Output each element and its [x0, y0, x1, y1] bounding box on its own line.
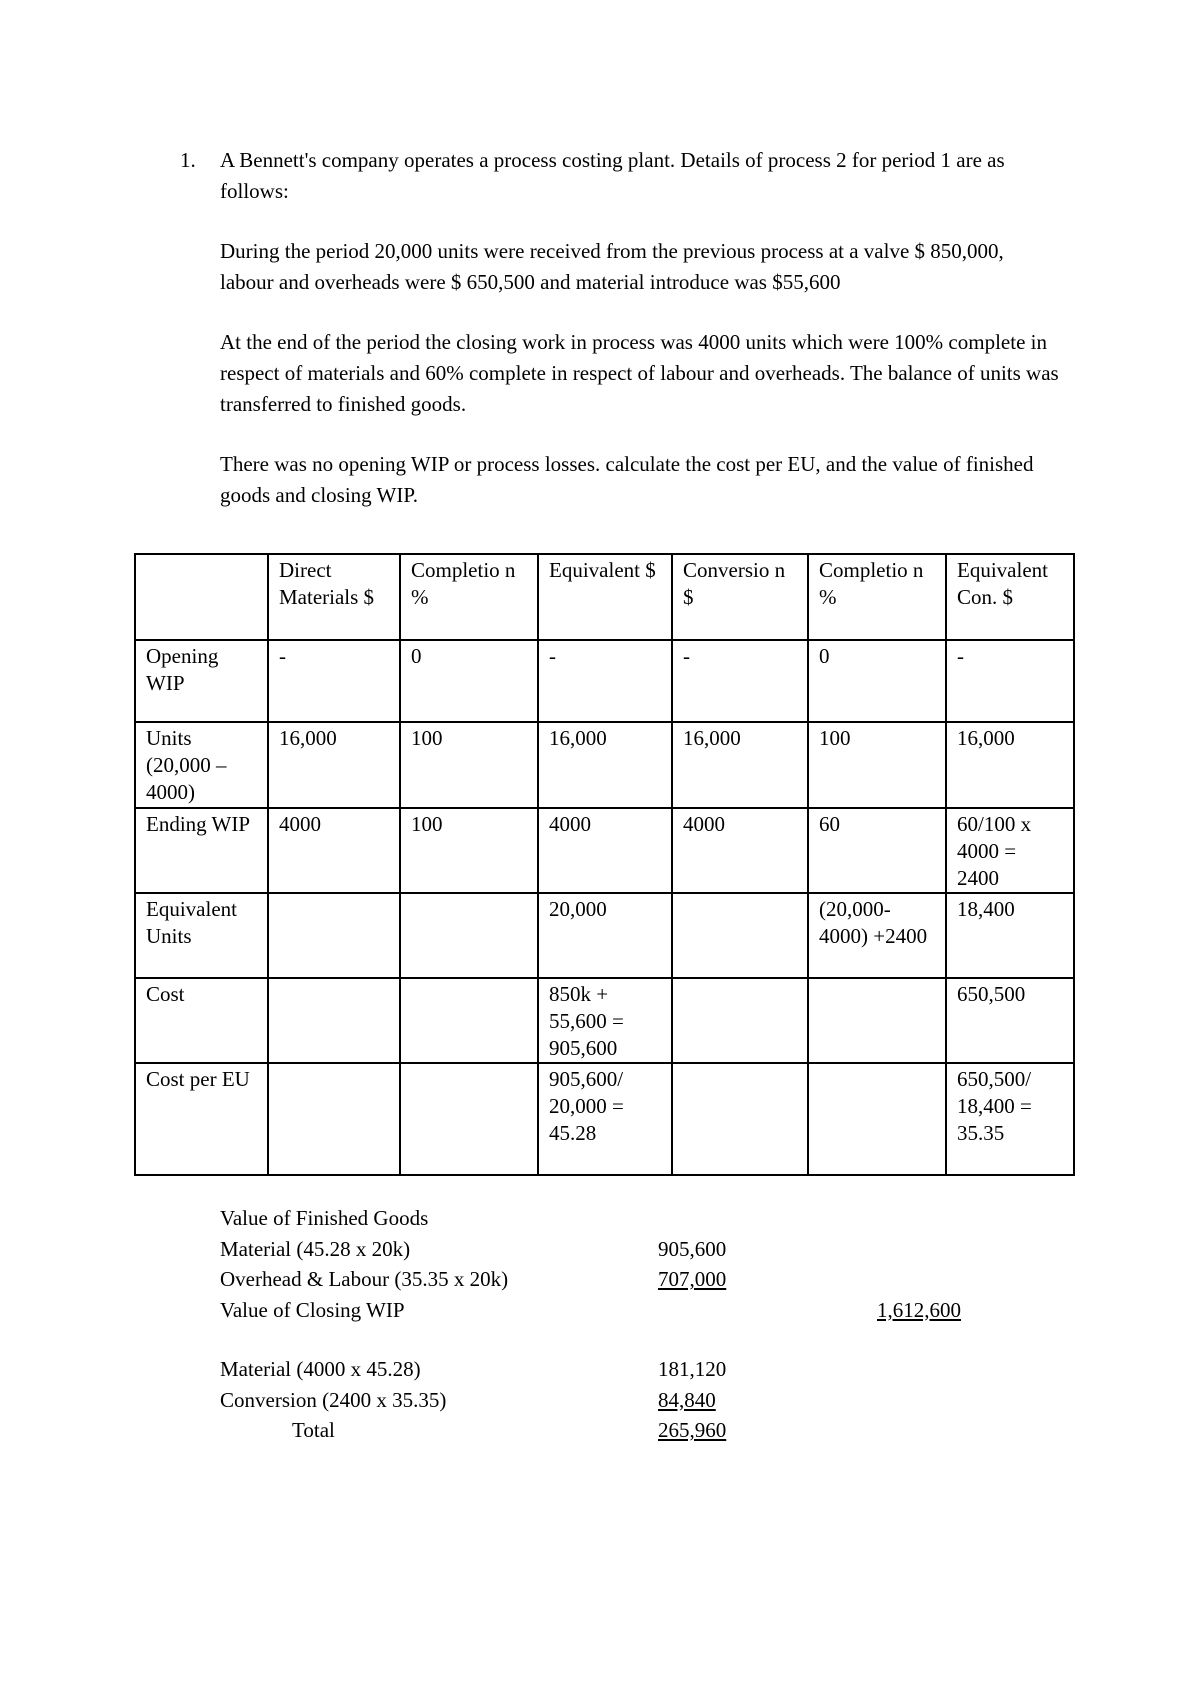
table-row	[135, 893, 1074, 978]
table-header-row	[135, 554, 1074, 640]
table-cell: 100	[400, 722, 538, 808]
table-cell	[672, 893, 808, 978]
table-cell: 60/100 x 4000 = 2400	[946, 808, 1074, 893]
table-header-cell: Direct Materials $	[268, 554, 400, 640]
table-cell: 4000	[268, 808, 400, 893]
question-body	[220, 145, 1060, 540]
table-cell	[268, 978, 400, 1063]
total-label: Total	[292, 1418, 335, 1442]
wip-material-value: 181,120	[658, 1357, 727, 1381]
table-row	[135, 978, 1074, 1063]
question-task: There was no opening WIP or process losses. calculate the cost per EU, and the value of finished goods and closing WIP.	[220, 452, 1034, 507]
table-cell: Opening WIP	[135, 640, 268, 722]
table-cell	[672, 1063, 808, 1175]
equivalent-units-table	[134, 553, 1075, 1176]
summary-row	[220, 1203, 1020, 1234]
table-cell: 16,000	[672, 722, 808, 808]
conversion-label: Conversion (2400 x 35.35)	[220, 1387, 447, 1412]
table-cell	[268, 893, 400, 978]
table-cell	[808, 1063, 946, 1175]
table-cell: -	[946, 640, 1074, 722]
table-cell: 100	[400, 808, 538, 893]
question-number: 1.	[180, 148, 196, 172]
table-cell: 18,400	[946, 893, 1074, 978]
material-label: Material (45.28 x 20k)	[220, 1236, 411, 1261]
table-cell: 4000	[672, 808, 808, 893]
table-header-cell	[135, 554, 268, 640]
summary-row	[220, 1234, 1020, 1265]
table-cell: 16,000	[946, 722, 1074, 808]
table-cell: Ending WIP	[135, 808, 268, 893]
table-cell: 100	[808, 722, 946, 808]
material-value: 905,600	[658, 1236, 727, 1261]
table-header-cell: Equivalent $	[538, 554, 672, 640]
table-cell: 650,500/ 18,400 = 35.35	[946, 1063, 1074, 1175]
table-cell: 850k + 55,600 = 905,600	[538, 978, 672, 1063]
table-row	[135, 640, 1074, 722]
table-cell: 16,000	[268, 722, 400, 808]
question-closing-wip: At the end of the period the closing work in process was 4000 units which were 100% complete in respect of materials and 60% complete in respect of labour and overheads. The balance of units was transferred to finished goods.	[220, 330, 1059, 416]
table-cell	[268, 1063, 400, 1175]
conversion-value: 84,840	[658, 1387, 716, 1412]
table-header-cell: Equivalent Con. $	[946, 554, 1074, 640]
table-cell: 0	[808, 640, 946, 722]
table-cell	[808, 978, 946, 1063]
table-header-cell: Conversio n $	[672, 554, 808, 640]
table-cell: 60	[808, 808, 946, 893]
table-cell: Units (20,000 – 4000)	[135, 722, 268, 808]
table-cell	[672, 978, 808, 1063]
wip-material-label: Material (4000 x 45.28)	[220, 1357, 421, 1381]
closing-wip-title: Value of Closing WIP	[220, 1297, 405, 1322]
table-header-cell: Completio n %	[808, 554, 946, 640]
table-cell: -	[672, 640, 808, 722]
overhead-value: 707,000	[658, 1267, 727, 1291]
summary-row	[220, 1385, 1020, 1416]
summary-row	[220, 1264, 1020, 1295]
table-cell: Cost per EU	[135, 1063, 268, 1175]
table-cell: 20,000	[538, 893, 672, 978]
table-row	[135, 722, 1074, 808]
table-cell: -	[538, 640, 672, 722]
table-cell: Cost	[135, 978, 268, 1063]
table-header-cell: Completio n %	[400, 554, 538, 640]
summary-row	[220, 1354, 1020, 1385]
table-row	[135, 1063, 1074, 1175]
question-period-details: During the period 20,000 units were received from the previous process at a valve $ 850,000, labour and overheads were $ 650,500 and material introduce was $55,600	[220, 239, 1004, 294]
overhead-label: Overhead & Labour (35.35 x 20k)	[220, 1267, 509, 1291]
table-cell: 4000	[538, 808, 672, 893]
summary-row	[220, 1295, 1020, 1326]
summary-row	[220, 1415, 1020, 1446]
table-cell	[400, 1063, 538, 1175]
finished-goods-title: Value of Finished Goods	[220, 1206, 429, 1230]
table-cell	[400, 893, 538, 978]
table-cell: Equivalent Units	[135, 893, 268, 978]
table-cell: (20,000-4000) +2400	[808, 893, 946, 978]
table-row	[135, 808, 1074, 893]
table-cell: 16,000	[538, 722, 672, 808]
finished-goods-total: 1,612,600	[877, 1297, 961, 1322]
table-cell	[400, 978, 538, 1063]
question-intro: A Bennett's company operates a process costing plant. Details of process 2 for period 1 are as follows:	[220, 148, 1005, 203]
table-cell: 905,600/ 20,000 = 45.28	[538, 1063, 672, 1175]
total-value: 265,960	[658, 1418, 727, 1442]
table-cell: 650,500	[946, 978, 1074, 1063]
table-cell: -	[268, 640, 400, 722]
valuation-summary	[220, 1203, 1020, 1446]
table-cell: 0	[400, 640, 538, 722]
